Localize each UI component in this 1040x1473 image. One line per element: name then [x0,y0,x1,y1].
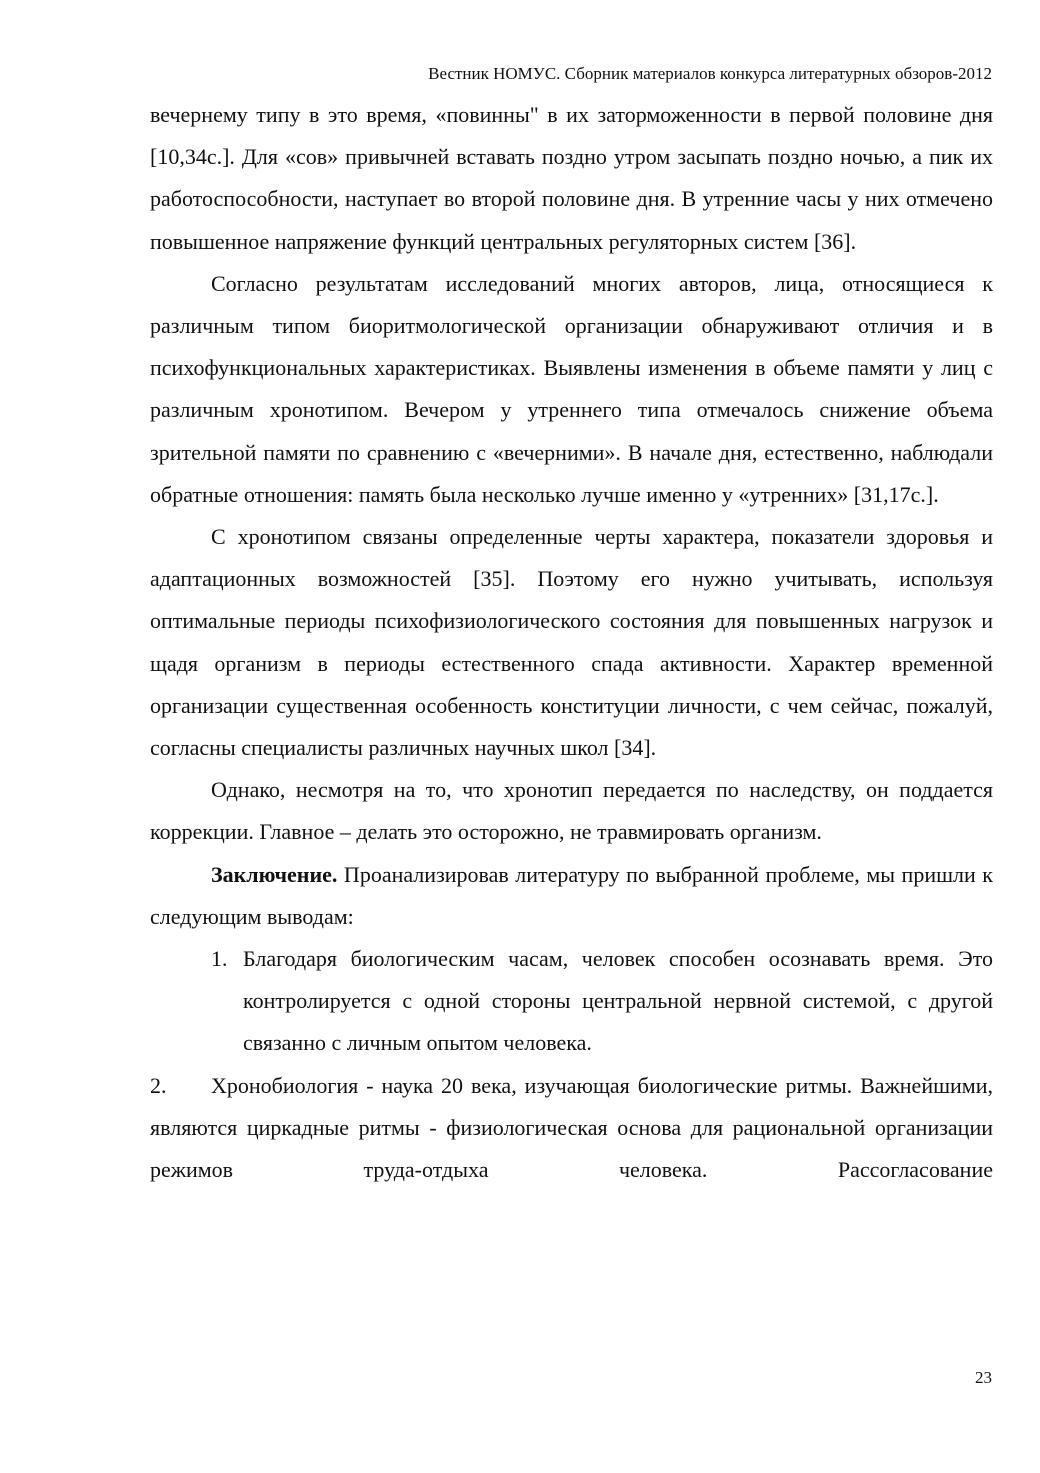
list-item-number: 2. [150,1072,167,1098]
conclusions-list [150,938,993,1065]
list-item [150,1065,993,1192]
paragraph-conclusion-intro [150,854,993,938]
running-header: Вестник НОМУС. Сборник материалов конкурса литературных обзоров-2012 [428,64,992,83]
conclusion-intro-text: Проанализировав литературу по выбранной проблеме, мы пришли к следующим выводам: [150,861,993,929]
body-text [150,94,993,1191]
paragraph-chronotype-character: С хронотипом связаны определенные черты характера, показатели здоровья и адаптационных возможностей [35]. Поэтому его нужно учитывать, используя оптимальные периоды психофизиологического состояния для повышенных нагрузок и щадя организм в периоды естественного спада активности. Характер временной организации существенная особенность конституции личности, с чем сейчас, пожалуй, согласны специалисты различных научных школ [34]. [150,524,993,761]
list-item-text: Благодаря биологическим часам, человек способен осознавать время. Это контролируется с одной стороны центральной нервной системой, с другой связанно с личным опытом человека. [243,946,993,1056]
page-number: 23 [975,1368,992,1387]
conclusion-heading: Заключение. [211,861,338,887]
paragraph-chronotype-correction: Однако, несмотря на то, что хронотип передается по наследству, он поддается коррекции. Главное – делать это осторожно, не травмировать организм. [150,777,993,845]
list-item-text: Хронобиология - наука 20 века, изучающая биологические ритмы. Важнейшими, являются циркадные ритмы - физиологическая основа для рациональной организации режимов труда-отдыха человека. Рассогласование [150,1072,993,1183]
paragraph-evening-type-continuation: вечернему типу в это время, «повинны" в их заторможенности в первой половине дня [10,34с.]. Для «сов» привычней вставать поздно утром засыпать поздно ночью, а пик их работоспособности, наступает во второй половине дня. В утренние часы у них отмечено повышенное напряжение функций центральных регуляторных систем [36]. [150,102,993,254]
paragraph-memory-research: Согласно результатам исследований многих авторов, лица, относящиеся к различным типом биоритмологической организации обнаруживают отличия и в психофункциональных характеристиках. Выявлены изменения в объеме памяти у лиц с различным хронотипом. Вечером у утреннего типа отмечалось снижение объема зрительной памяти по сравнению с «вечерними». В начале дня, естественно, наблюдали обратные отношения: память была несколько лучше именно у «утренних» [31,17с.]. [150,270,993,507]
list-item [150,938,993,1065]
list-item-number: 1. [211,946,228,972]
